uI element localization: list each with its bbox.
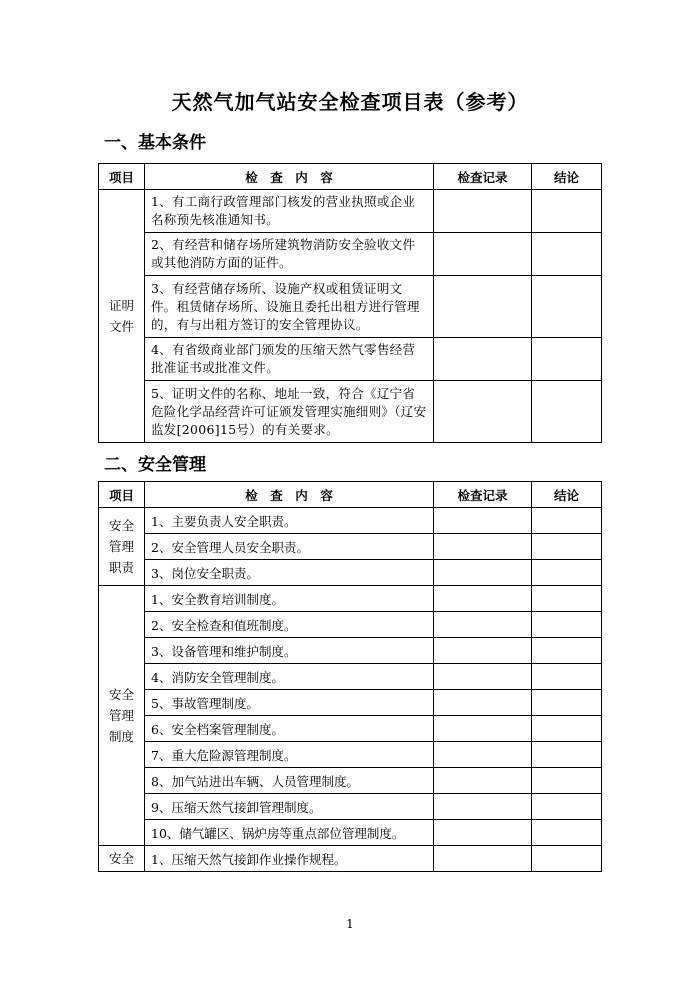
record-cell <box>434 664 532 690</box>
table-row <box>99 586 602 612</box>
record-cell <box>434 638 532 664</box>
record-cell <box>434 338 532 381</box>
table-row <box>99 716 602 742</box>
table-row <box>99 612 602 638</box>
section-heading-safety-management: 二、安全管理 <box>104 455 206 475</box>
check-content: 6、安全档案管理制度。 <box>145 716 434 742</box>
conclusion-cell <box>532 560 602 586</box>
check-content: 4、消防安全管理制度。 <box>145 664 434 690</box>
table-row <box>99 560 602 586</box>
conclusion-cell <box>532 638 602 664</box>
header-content: 检 查 内 容 <box>145 164 434 190</box>
record-cell <box>434 768 532 794</box>
conclusion-cell <box>532 586 602 612</box>
table-row <box>99 534 602 560</box>
conclusion-cell <box>532 233 602 276</box>
record-cell <box>434 794 532 820</box>
table-row <box>99 664 602 690</box>
check-content: 2、安全管理人员安全职责。 <box>145 534 434 560</box>
check-content: 2、有经营和储存场所建筑物消防安全验收文件或其他消防方面的证件。 <box>145 233 434 276</box>
table-row <box>99 794 602 820</box>
conclusion-cell <box>532 381 602 443</box>
table-row <box>99 638 602 664</box>
document-title: 天然气加气站安全检查项目表（参考） <box>171 90 529 114</box>
table-row <box>99 690 602 716</box>
safety-management-table <box>98 481 602 872</box>
conclusion-cell <box>532 190 602 233</box>
record-cell <box>434 820 532 846</box>
check-content: 9、压缩天然气接卸管理制度。 <box>145 794 434 820</box>
record-cell <box>434 276 532 338</box>
conclusion-cell <box>532 820 602 846</box>
check-content: 5、事故管理制度。 <box>145 690 434 716</box>
check-content: 10、储气罐区、锅炉房等重点部位管理制度。 <box>145 820 434 846</box>
check-content: 3、有经营储存场所、设施产权或租赁证明文件。租赁储存场所、设施且委托出租方进行管理的，有与出租方签订的安全管理协议。 <box>145 276 434 338</box>
check-content: 7、重大危险源管理制度。 <box>145 742 434 768</box>
category-cell: 证明文件 <box>99 190 145 443</box>
category-cell: 安全 <box>99 846 145 872</box>
header-conclusion: 结论 <box>532 164 602 190</box>
category-cell: 安全管理制度 <box>99 586 145 846</box>
table-row <box>99 276 602 338</box>
conclusion-cell <box>532 794 602 820</box>
check-content: 1、主要负责人安全职责。 <box>145 508 434 534</box>
conclusion-cell <box>532 846 602 872</box>
basic-conditions-table <box>98 163 602 443</box>
check-content: 8、加气站进出车辆、人员管理制度。 <box>145 768 434 794</box>
conclusion-cell <box>532 338 602 381</box>
check-content: 1、压缩天然气接卸作业操作规程。 <box>145 846 434 872</box>
record-cell <box>434 560 532 586</box>
record-cell <box>434 846 532 872</box>
record-cell <box>434 190 532 233</box>
record-cell <box>434 716 532 742</box>
conclusion-cell <box>532 612 602 638</box>
table-row <box>99 742 602 768</box>
table-row <box>99 190 602 233</box>
section-heading-basic-conditions: 一、基本条件 <box>104 133 206 153</box>
conclusion-cell <box>532 664 602 690</box>
record-cell <box>434 534 532 560</box>
record-cell <box>434 612 532 638</box>
record-cell <box>434 233 532 276</box>
conclusion-cell <box>532 690 602 716</box>
conclusion-cell <box>532 276 602 338</box>
conclusion-cell <box>532 768 602 794</box>
conclusion-cell <box>532 742 602 768</box>
conclusion-cell <box>532 534 602 560</box>
header-content: 检 查 内 容 <box>145 482 434 508</box>
table-header-row <box>99 482 602 508</box>
conclusion-cell <box>532 716 602 742</box>
header-item: 项目 <box>99 164 145 190</box>
check-content: 3、岗位安全职责。 <box>145 560 434 586</box>
conclusion-cell <box>532 508 602 534</box>
record-cell <box>434 742 532 768</box>
record-cell <box>434 690 532 716</box>
table-row <box>99 846 602 872</box>
header-item: 项目 <box>99 482 145 508</box>
table-row <box>99 233 602 276</box>
check-content: 1、有工商行政管理部门核发的营业执照或企业名称预先核准通知书。 <box>145 190 434 233</box>
check-content: 2、安全检查和值班制度。 <box>145 612 434 638</box>
table-row <box>99 508 602 534</box>
check-content: 1、安全教育培训制度。 <box>145 586 434 612</box>
table-header-row <box>99 164 602 190</box>
check-content: 4、有省级商业部门颁发的压缩天然气零售经营批准证书或批准文件。 <box>145 338 434 381</box>
category-cell: 安全管理职责 <box>99 508 145 586</box>
table-row <box>99 820 602 846</box>
record-cell <box>434 586 532 612</box>
record-cell <box>434 508 532 534</box>
header-record: 检查记录 <box>434 482 532 508</box>
table-row <box>99 381 602 443</box>
record-cell <box>434 381 532 443</box>
check-content: 3、设备管理和维护制度。 <box>145 638 434 664</box>
table-row <box>99 338 602 381</box>
check-content: 5、证明文件的名称、地址一致，符合《辽宁省危险化学品经营许可证颁发管理实施细则》（辽安监发[2006]15号）的有关要求。 <box>145 381 434 443</box>
table-row <box>99 768 602 794</box>
page-number: 1 <box>346 917 354 931</box>
header-conclusion: 结论 <box>532 482 602 508</box>
header-record: 检查记录 <box>434 164 532 190</box>
